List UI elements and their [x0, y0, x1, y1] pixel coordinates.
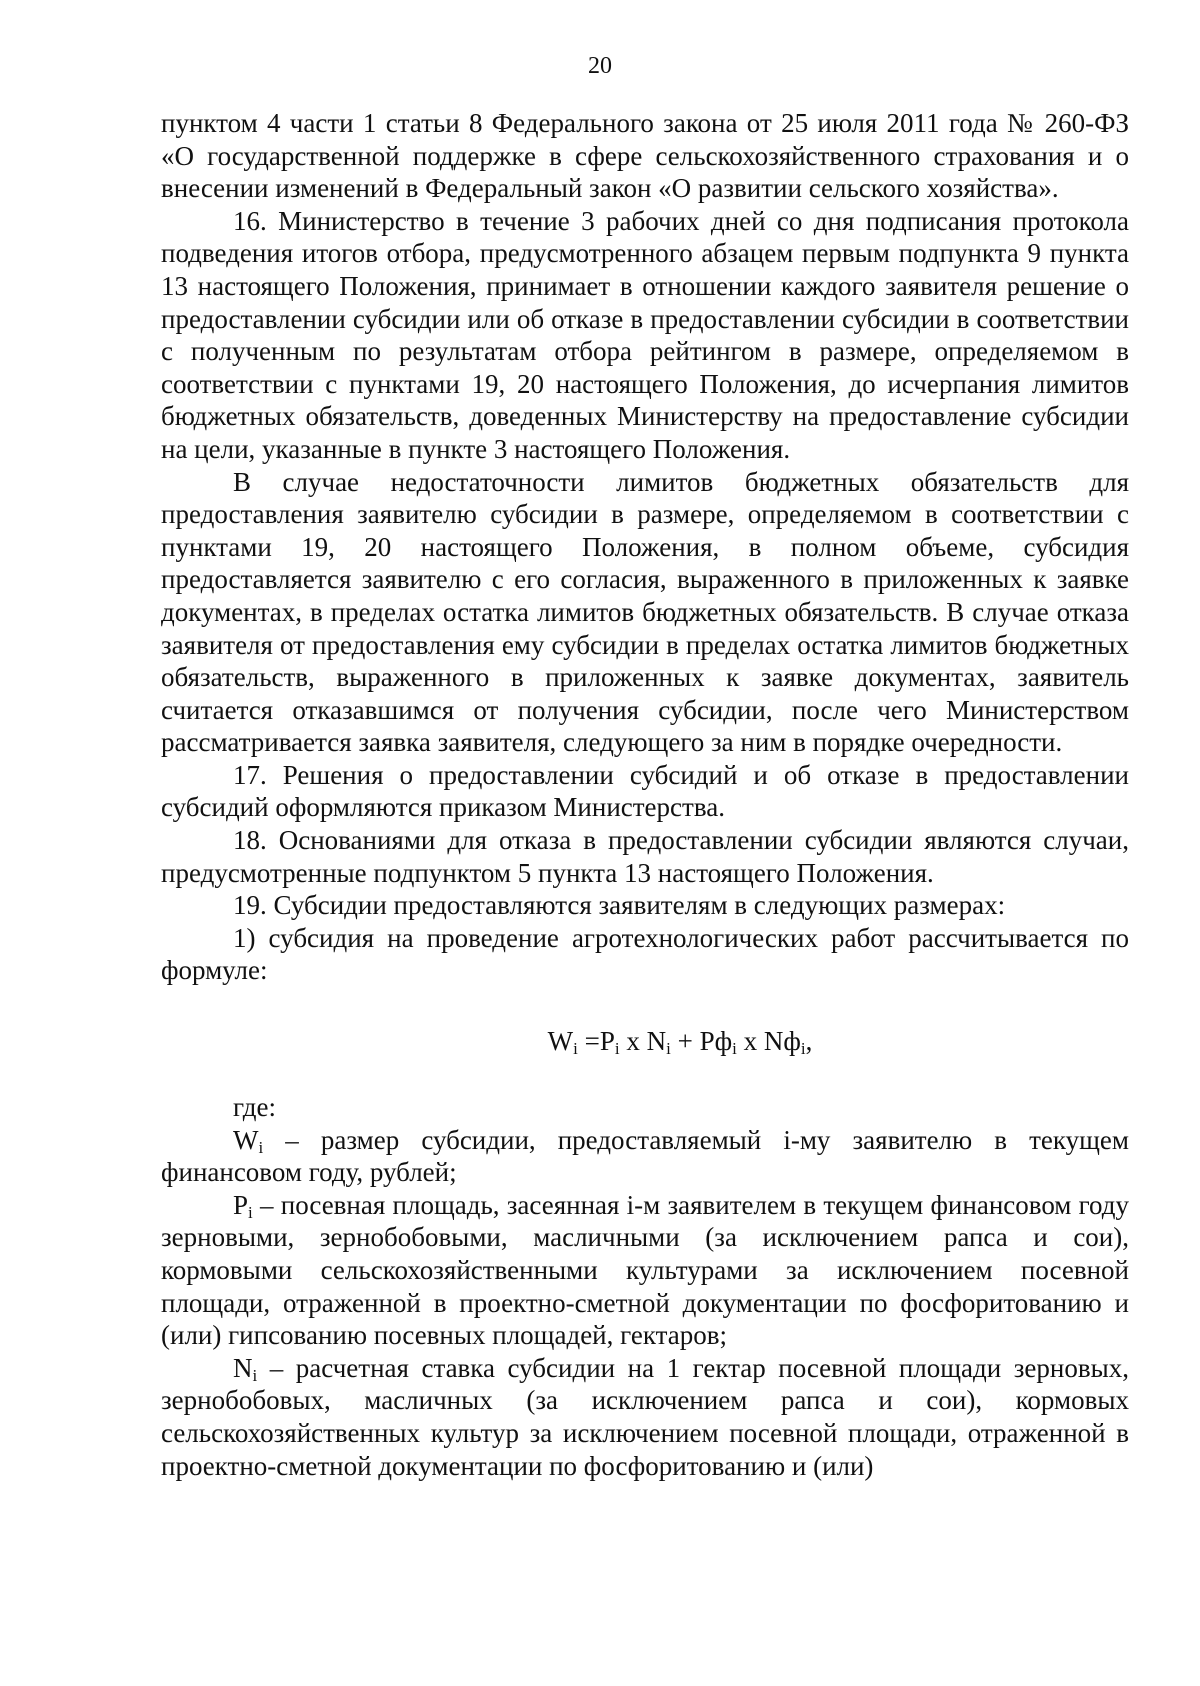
- paragraph-18: 18. Основаниями для отказа в предоставлении субсидии являются случаи, предусмотренные подпунктом 5 пункта 13 настоящего Положения.: [161, 825, 1129, 888]
- definition-text: – посевная площадь, засеянная i-м заявителем в текущем финансовом году зерновыми, зернобобовыми, масличными (за исключением рапса и сои), кормовыми сельскохозяйственными культурами за исключением посевной площади, отраженной в проектно-сметной документации по фосфоритованию и (или) гипсованию посевных площадей, гектаров;: [161, 1189, 1129, 1351]
- formula-times-nf: x Nф: [736, 1026, 801, 1057]
- formula-w: W: [547, 1026, 574, 1057]
- formula-plus-pf: + Pф: [670, 1026, 733, 1057]
- definition-text: – расчетная ставка субсидии на 1 гектар посевной площади зерновых, зернобобовых, масличных (за исключением рапса и сои), кормовых сельскохозяйственных культур за исключением посевной площади, отраженной в проектно-сметной документации по фосфоритованию и (или): [161, 1352, 1129, 1481]
- paragraph-17: 17. Решения о предоставлении субсидий и об отказе в предоставлении субсидий оформляются приказом Министерства.: [161, 759, 1129, 823]
- definition-p: [161, 1189, 1129, 1352]
- formula-sub: i: [800, 1039, 806, 1059]
- formula-sub: i: [732, 1039, 737, 1059]
- definition-n: [161, 1352, 1129, 1482]
- paragraph-19-item-1: 1) субсидия на проведение агротехнологических работ рассчитывается по формуле:: [161, 922, 1129, 986]
- formula-sub: i: [573, 1039, 578, 1059]
- paragraph-continuation: пунктом 4 части 1 статьи 8 Федерального закона от 25 июля 2011 года № 260-ФЗ «О государственной поддержке в сфере сельскохозяйственного страхования и о внесении изменений в Федеральный закон «О развитии сельского хозяйства».: [161, 108, 1129, 204]
- subsidy-formula: [161, 1021, 1129, 1061]
- formula-eq: =P: [577, 1026, 615, 1057]
- definition-subscript: i: [252, 1365, 258, 1385]
- definition-text: – размер субсидии, предоставляемый i-му заявителю в текущем финансовом году, рублей;: [161, 1124, 1129, 1188]
- definition-symbol: N: [233, 1352, 253, 1383]
- formula-sub: i: [614, 1039, 620, 1059]
- definition-w: [161, 1124, 1129, 1189]
- formula-times-n: x N: [619, 1026, 667, 1057]
- definition-symbol: P: [233, 1189, 249, 1220]
- definition-subscript: i: [248, 1202, 253, 1222]
- paragraph-16-insufficient-limits: В случае недостаточности лимитов бюджетных обязательств для предоставления заявителю субсидии в размере, определяемом в соответствии с пунктами 19, 20 настоящего Положения, в полном объеме, субсидия предоставляется заявителю с его согласия, выраженного в приложенных к заявке документах, в пределах остатка лимитов бюджетных обязательств. В случае отказа заявителя от предоставления ему субсидии в пределах остатка лимитов бюджетных обязательств, выраженного в приложенных к заявке документах, заявитель считается отказавшимся от получения субсидии, после чего Министерством рассматривается заявка заявителя, следующего за ним в порядке очередности.: [161, 466, 1129, 758]
- paragraph-19: 19. Субсидии предоставляются заявителям в следующих размерах:: [233, 890, 1006, 921]
- formula-end: ,: [805, 1026, 813, 1057]
- where-label: где:: [233, 1092, 276, 1123]
- document-body: [161, 107, 1129, 1482]
- definition-symbol: W: [233, 1124, 259, 1155]
- page-number: 20: [588, 53, 612, 79]
- formula-sub: i: [666, 1039, 671, 1059]
- paragraph-16: 16. Министерство в течение 3 рабочих дней со дня подписания протокола подведения итогов отбора, предусмотренного абзацем первым подпункта 9 пункта 13 настоящего Положения, принимает в отношении каждого заявителя решение о предоставлении субсидии или об отказе в предоставлении субсидии в соответствии с полученным по результатам отбора рейтингом в размере, определяемом в соответствии с пунктами 19, 20 настоящего Положения, до исчерпания лимитов бюджетных обязательств, доведенных Министерству на предоставление субсидии на цели, указанные в пункте 3 настоящего Положения.: [161, 205, 1129, 464]
- definition-subscript: i: [258, 1137, 264, 1157]
